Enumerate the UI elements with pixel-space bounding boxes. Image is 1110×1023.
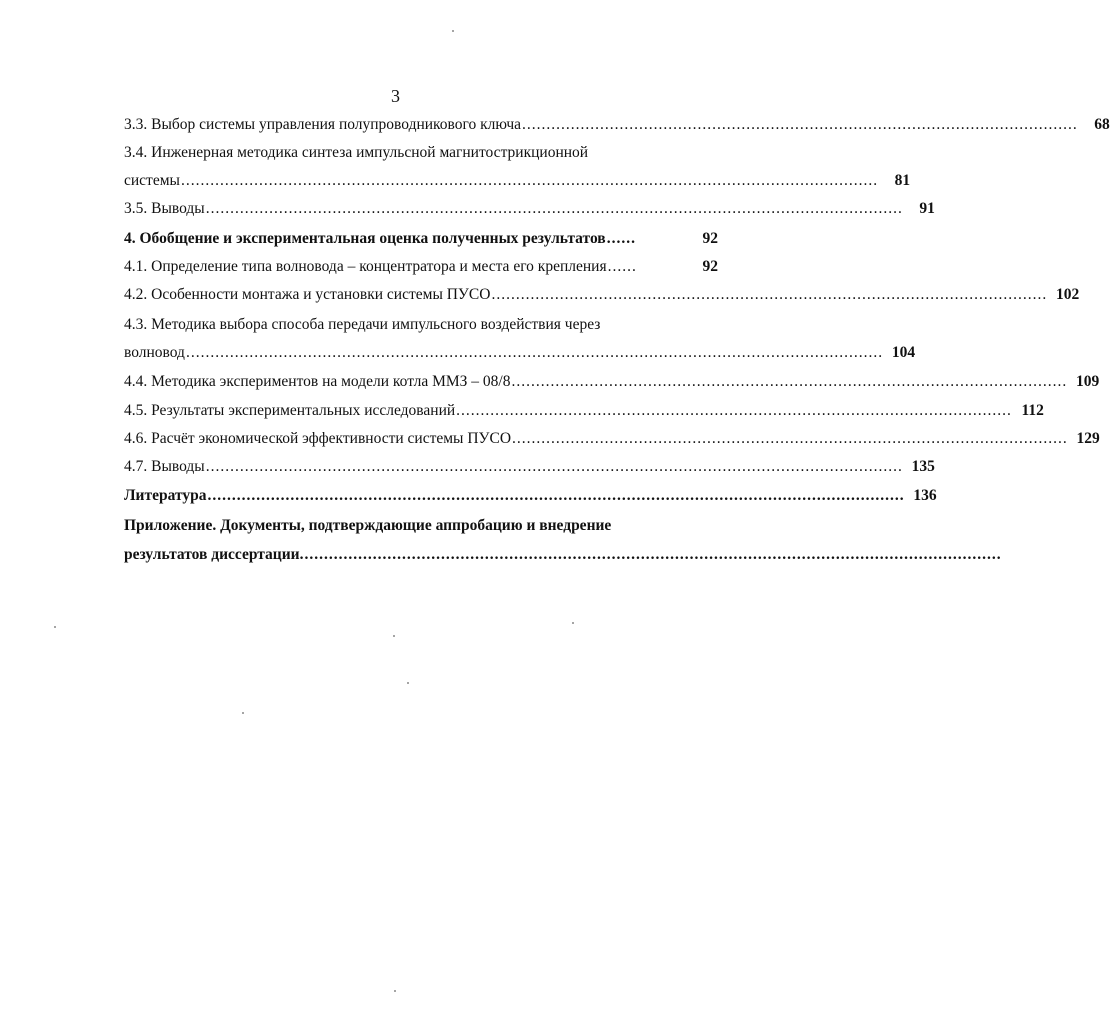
toc-entry-page: 68	[1094, 116, 1110, 133]
toc-leader-dots: ...............................................................................................................................................	[205, 200, 903, 217]
toc-entry	[124, 368, 1100, 396]
toc-entry	[124, 167, 911, 195]
toc-entry-page: 92	[702, 258, 718, 275]
toc-entry-title: 3.3. Выбор системы управления полупроводникового ключа	[124, 116, 522, 133]
toc-entry	[124, 397, 1044, 425]
toc-entry-title: системы	[124, 172, 180, 189]
toc-entry-title: 3.5. Выводы	[124, 200, 205, 217]
toc-leader-dots: ...............................................................................................................................................	[180, 172, 879, 189]
toc-entry-page: 135	[911, 458, 935, 475]
toc-leader-dots: ...............................................................................................................................................	[185, 344, 884, 361]
scan-speck	[393, 635, 395, 637]
toc-leader-dots: ......	[606, 230, 636, 247]
toc-entry-page: 129	[1076, 430, 1100, 447]
toc-leader-dots: ..................................................................................................................	[522, 116, 1078, 133]
toc-entry	[124, 339, 916, 367]
toc-entry-title: 4.4. Методика экспериментов на модели котла ММЗ – 08/8	[124, 373, 511, 390]
toc-entry-title: результатов диссертации.	[124, 546, 304, 563]
toc-entry-page: 109	[1075, 373, 1100, 390]
toc-leader-dots: ......	[607, 258, 637, 275]
toc-entry	[124, 311, 718, 339]
toc-leader-dots: ...............................................................................................................................................	[304, 546, 1002, 563]
scan-speck	[407, 682, 409, 684]
toc-leader-dots: ..................................................................................................................	[511, 373, 1068, 390]
toc-entry	[124, 225, 718, 253]
toc-leader-dots: ...............................................................................................................................................	[207, 487, 905, 504]
scan-speck	[242, 712, 244, 714]
toc-entry	[124, 111, 1110, 139]
scan-speck	[452, 30, 454, 32]
toc-entry-title: Приложение. Документы, подтверждающие аппробацию и внедрение	[124, 517, 612, 534]
toc-entry-page: 104	[891, 344, 916, 361]
toc-entry	[124, 541, 1002, 569]
toc-entry	[124, 482, 937, 510]
toc-entry	[124, 512, 718, 540]
toc-entry-page: 92	[702, 230, 718, 247]
toc-entry-title: 4.3. Методика выбора способа передачи импульсного воздействия через	[124, 316, 601, 333]
toc-entry-page: 102	[1055, 286, 1080, 303]
toc-entry-title: 4. Обобщение и экспериментальная оценка полученных результатов	[124, 230, 606, 247]
toc-entry	[124, 139, 718, 167]
toc-entry-title: 3.4. Инженерная методика синтеза импульсной магнитострикционной	[124, 144, 589, 161]
toc-leader-dots: ...............................................................................................................................................	[205, 458, 903, 475]
toc-entry-title: волновод	[124, 344, 185, 361]
toc-entry	[124, 425, 1100, 453]
toc-entry-title: 4.5. Результаты экспериментальных исследований	[124, 402, 456, 419]
toc-entry-title: 4.2. Особенности монтажа и установки системы ПУСО	[124, 286, 491, 303]
page-number: 3	[391, 86, 400, 106]
toc-entry-page: 136	[913, 487, 937, 504]
toc-leader-dots: ..................................................................................................................	[512, 430, 1068, 447]
toc-entry	[124, 253, 718, 281]
toc-entry	[124, 453, 935, 481]
toc-entry-title: 4.6. Расчёт экономической эффективности системы ПУСО	[124, 430, 512, 447]
toc-entry-title: 4.7. Выводы	[124, 458, 205, 475]
toc-entry-title: Литература	[124, 487, 207, 504]
toc-entry	[124, 281, 1080, 309]
scan-speck	[572, 622, 574, 624]
toc-entry	[124, 195, 935, 223]
toc-leader-dots: ..................................................................................................................	[456, 402, 1012, 419]
toc-leader-dots: ..................................................................................................................	[491, 286, 1048, 303]
toc-entry-title: 4.1. Определение типа волновода – концентратора и места его крепления	[124, 258, 607, 275]
toc-entry-page: 81	[894, 172, 911, 189]
toc-entry-page: 91	[919, 200, 935, 217]
toc-entry-page: 112	[1021, 402, 1044, 419]
scan-speck	[54, 626, 56, 628]
scan-speck	[394, 990, 396, 992]
